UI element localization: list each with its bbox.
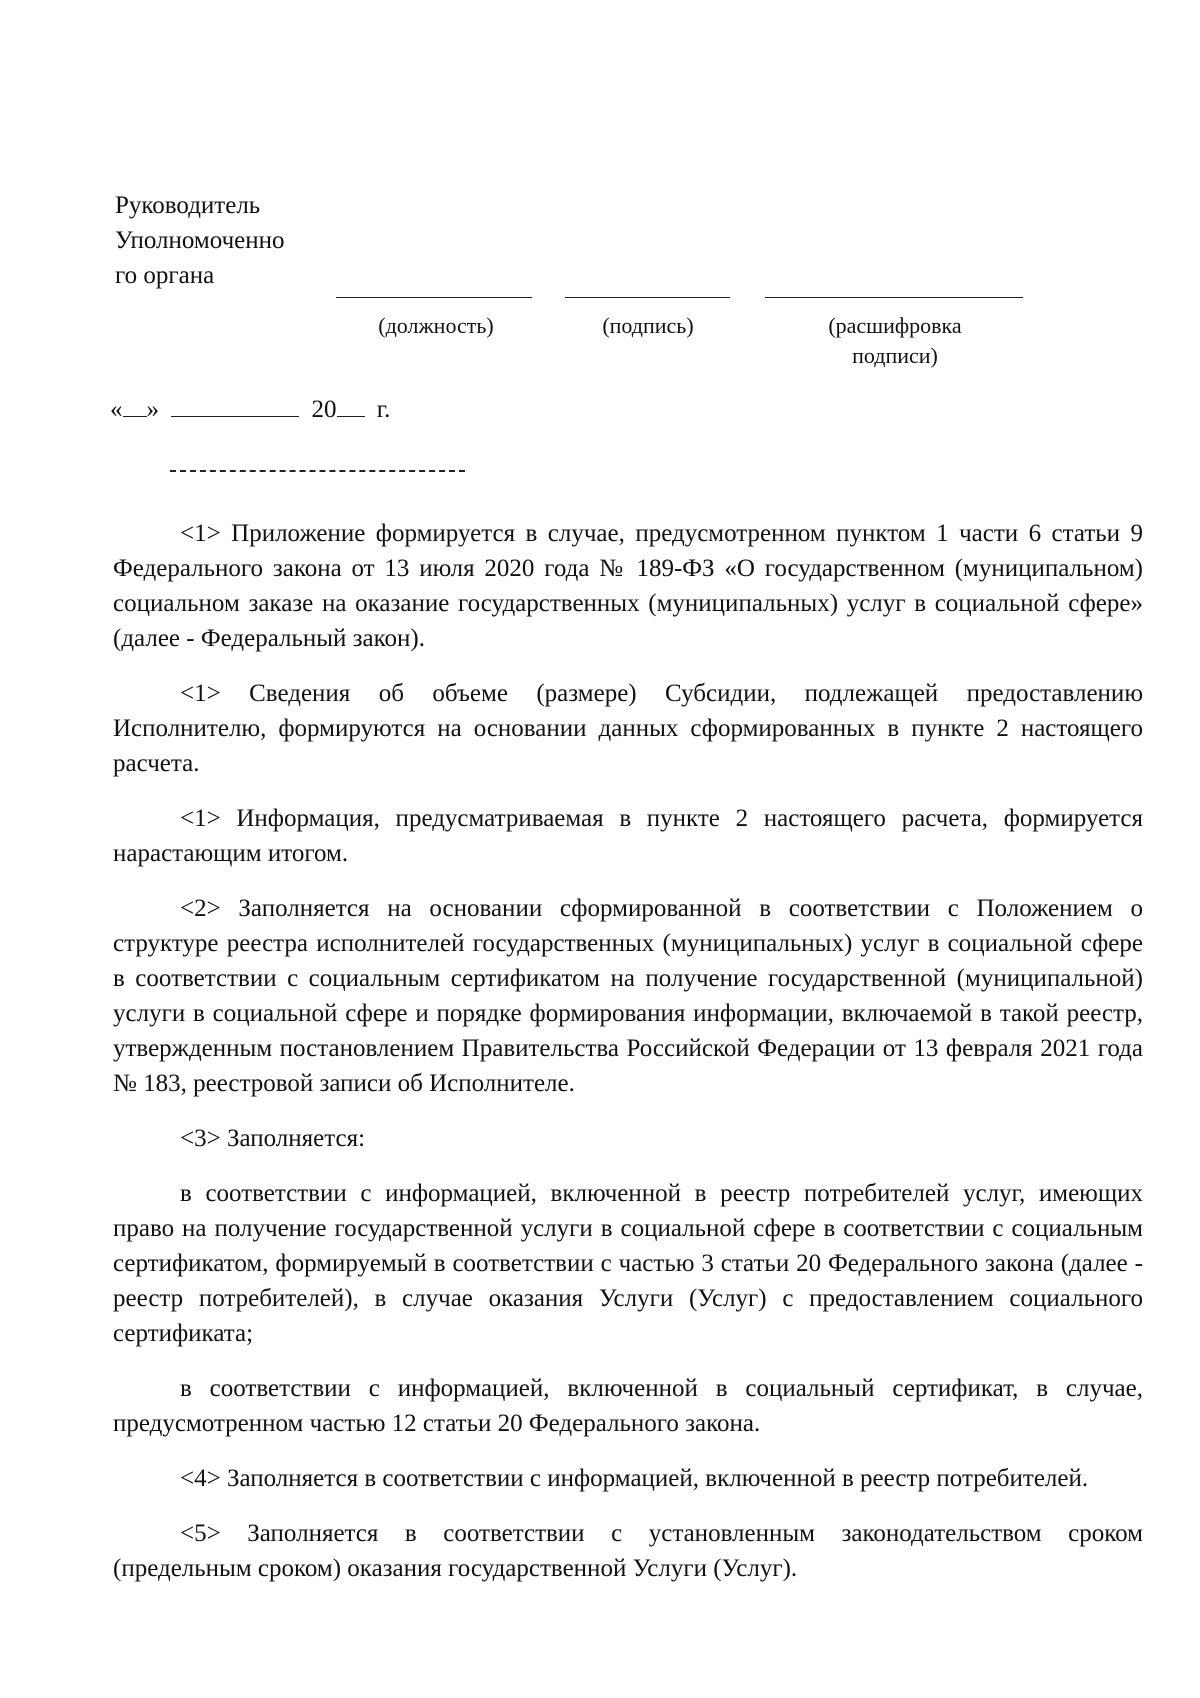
footnotes [113,516,1143,1606]
footnote-paragraph: <1> Приложение формируется в случае, предусмотренном пунктом 1 части 6 статьи 9 Федерального закона от 13 июля 2020 года № 189-ФЗ «О государственном (муниципальном) социальном заказе на оказание государственных (муниципальных) услуг в социальной сфере» (далее - Федеральный закон). [113,520,1143,652]
signatory-title [115,188,315,293]
year-suffix: г. [376,396,391,423]
footnote-paragraph: <2> Заполняется на основании сформированной в соответствии с Положением о структуре реестра исполнителей государственных (муниципальных) услуг в социальной сфере в соответствии с социальным сертификатом на получение государственной (муниципальной) услуги в социальной сфере и порядке формирования информации, включаемой в такой реестр, утвержденным постановлением Правительства Российской Федерации от 13 февраля 2021 года № 183, реестровой записи об Исполнителе. [113,895,1143,1097]
signatory-title-line: Руководитель [115,192,261,219]
position-caption: (должность) [378,313,494,338]
year-blank [337,392,365,417]
signature-caption: (подпись) [602,313,694,338]
signatory-title-line: Уполномоченно [115,227,285,254]
decoding-caption-line: (расшифровка [828,313,962,338]
decoding-blank-line [765,297,1023,298]
footnote-paragraph: <4> Заполняется в соответствии с информацией, включенной в реестр потребителей. [180,1465,1089,1492]
footnote-paragraph: <3> Заполняется: [180,1125,366,1152]
date-line [110,392,390,427]
footnote-paragraph: <5> Заполняется в соответствии с установленным законодательством сроком (предельным сроком) оказания государственной Услуги (Услуг). [113,1520,1143,1582]
footnote-separator [170,470,465,472]
footnote-paragraph: в соответствии с информацией, включенной в реестр потребителей услуг, имеющих право на получение государственной услуги в социальной сфере в соответствии с социальным сертификатом, формируемый в соответствии с частью 3 статьи 20 Федерального закона (далее - реестр потребителей), в случае оказания Услуги (Услуг) с предоставлением социального сертификата; [113,1180,1143,1347]
signature-blank-line [565,297,730,298]
footnote-paragraph: <1> Информация, предусматриваемая в пункте 2 настоящего расчета, формируется нарастающим итогом. [113,805,1143,867]
signatory-title-line: го органа [115,262,215,289]
position-blank-line [336,297,532,298]
footnote-paragraph: в соответствии с информацией, включенной в социальный сертификат, в случае, предусмотренном частью 12 статьи 20 Федерального закона. [113,1375,1143,1437]
date-close-quote: » [146,396,159,423]
decoding-caption [800,311,990,371]
decoding-caption-line: подписи) [852,343,938,368]
footnote-paragraph: <1> Сведения об объеме (размере) Субсидии, подлежащей предоставлению Исполнителю, формируются на основании данных сформированных в пункте 2 настоящего расчета. [113,680,1143,777]
year-prefix: 20 [311,396,337,423]
day-blank [123,392,147,417]
month-blank [171,392,299,417]
date-open-quote: « [110,396,123,423]
